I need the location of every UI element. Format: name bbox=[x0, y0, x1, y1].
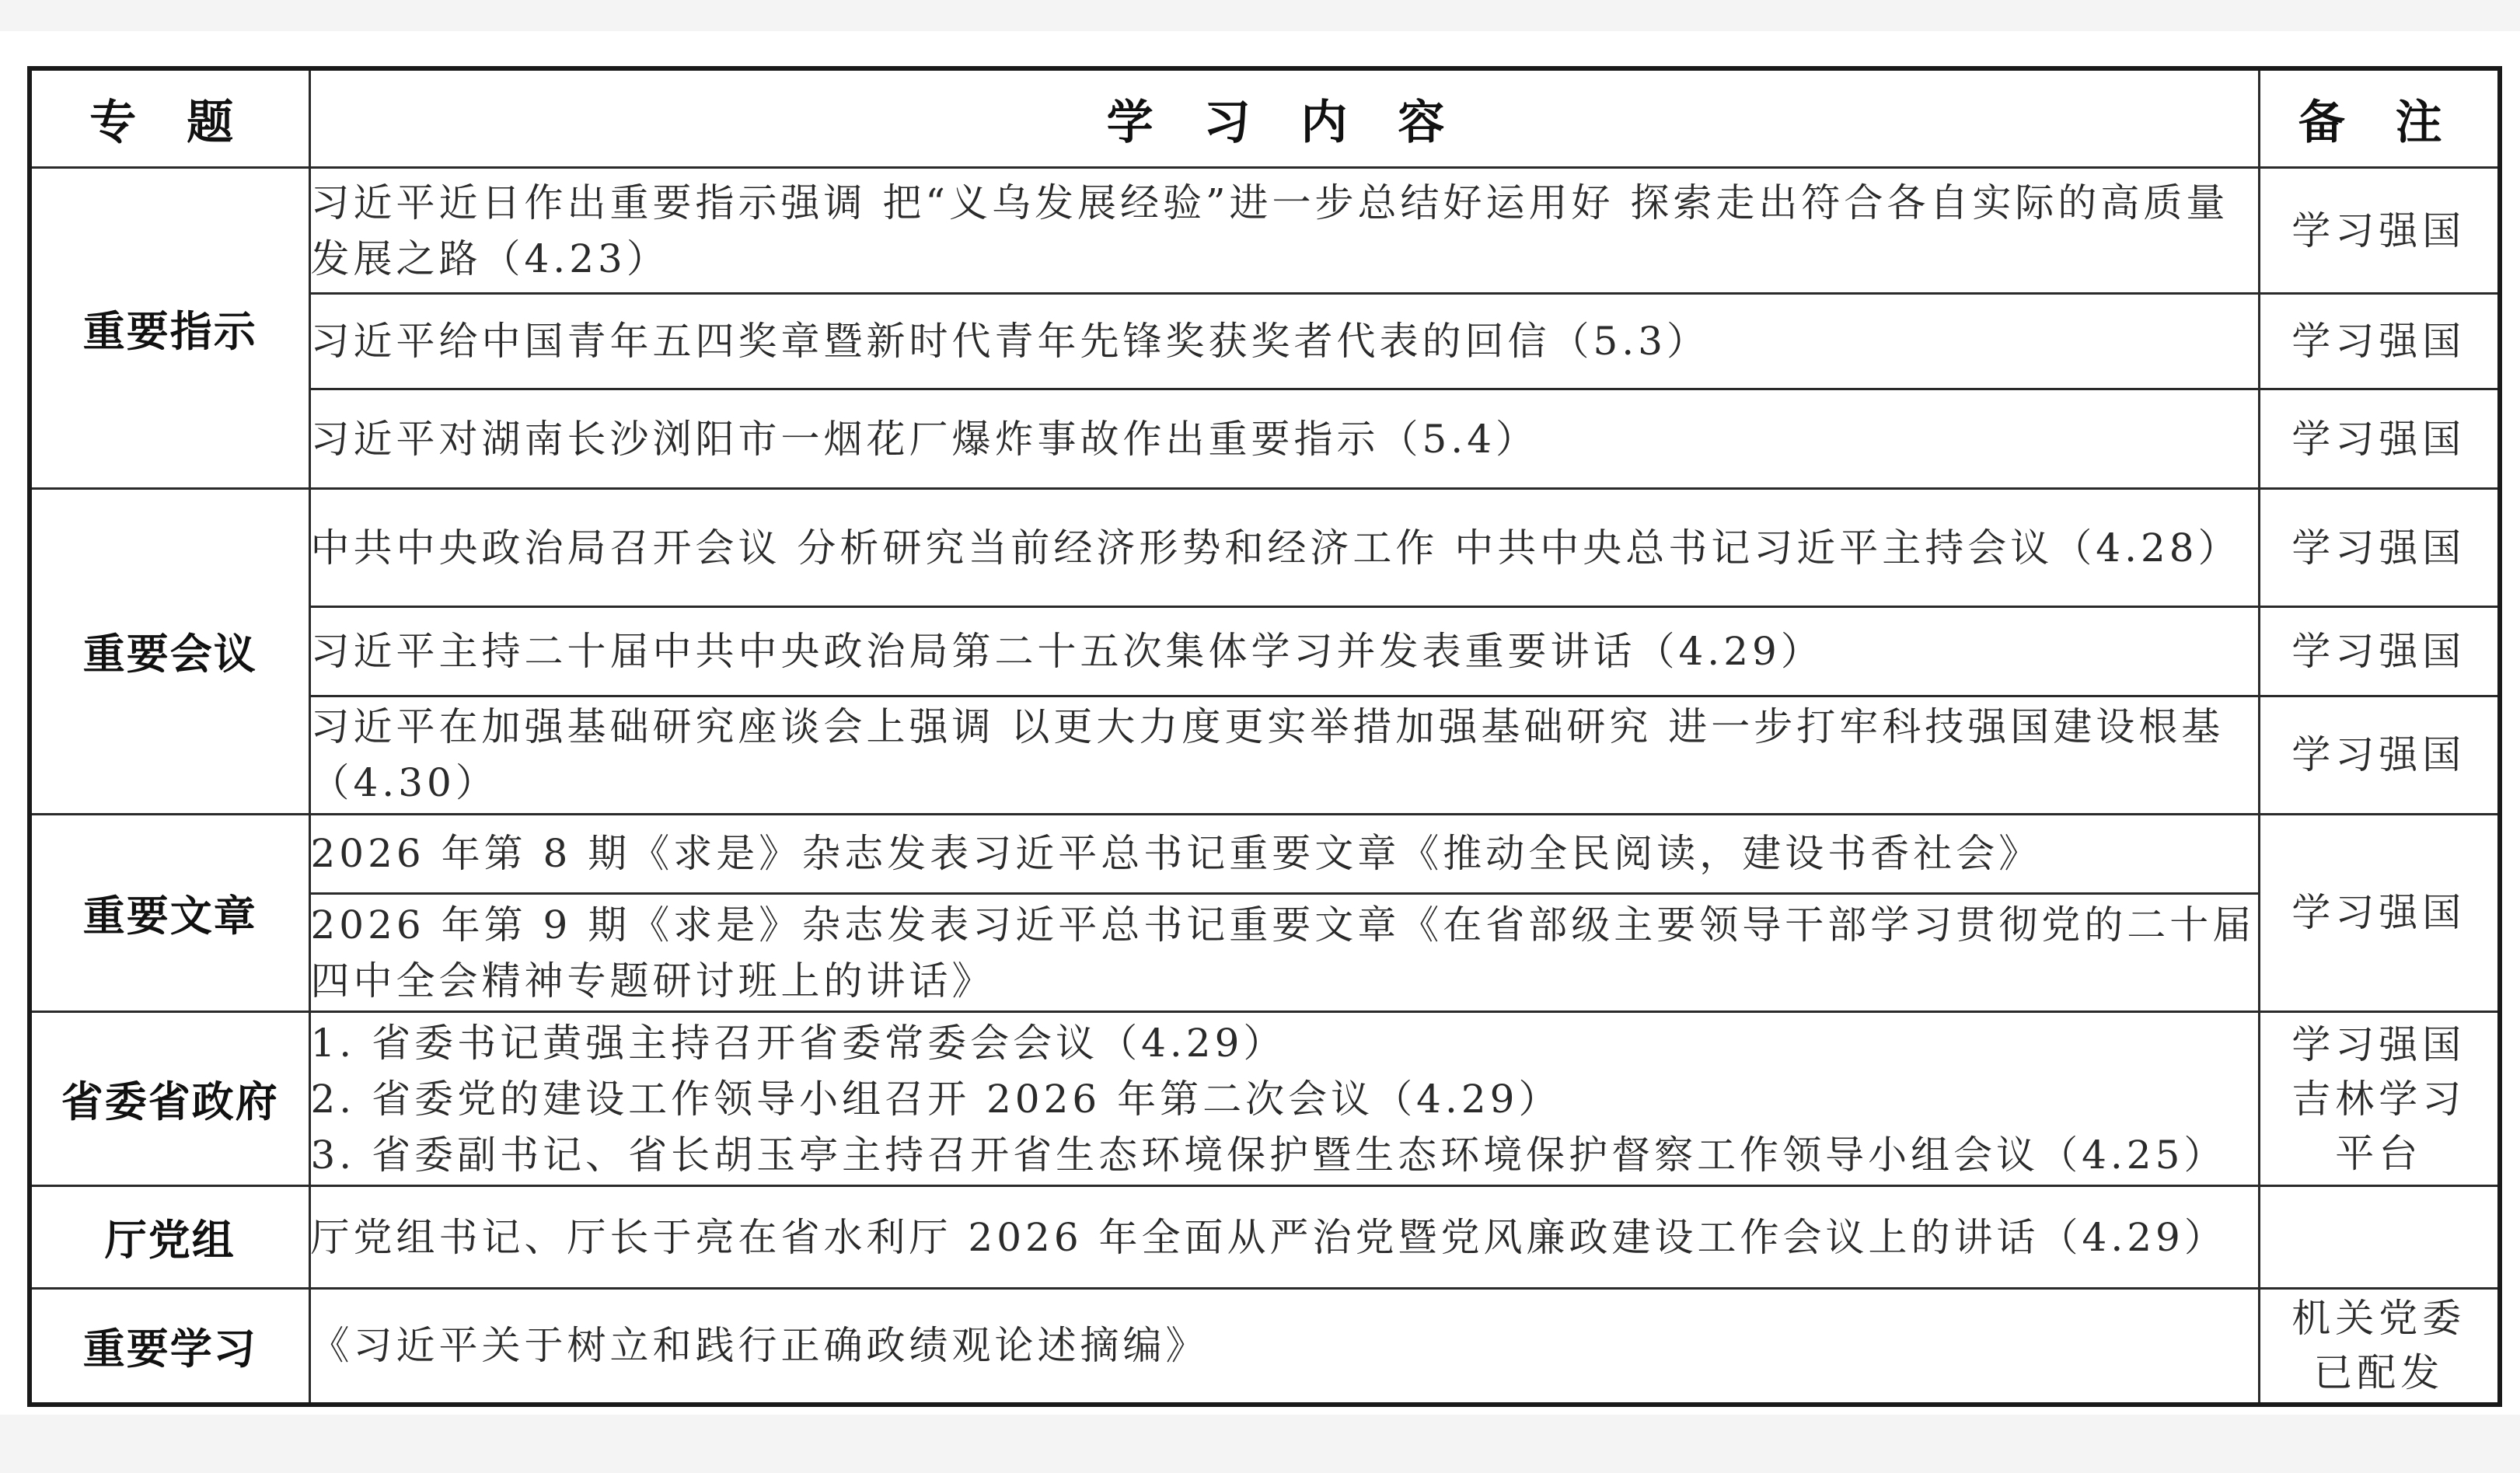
note-cell bbox=[2259, 1011, 2500, 1186]
topic-cell-articles: 重要文章 bbox=[30, 814, 309, 1011]
note-cell: 学习强国 bbox=[2259, 607, 2500, 696]
note-line: 吉林学习 bbox=[2291, 1076, 2466, 1122]
list-item: 1. 省委书记黄强主持召开省委常委会会议（4.29） bbox=[310, 1020, 1286, 1066]
note-line: 机关党委 bbox=[2291, 1296, 2466, 1342]
note-line: 平台 bbox=[2335, 1130, 2423, 1176]
note-line: 已配发 bbox=[2313, 1350, 2445, 1396]
table-row bbox=[30, 389, 2500, 489]
document-page bbox=[0, 31, 2520, 1415]
content-cell: 厅党组书记、厅长于亮在省水利厅 2026 年全面从严治党暨党风廉政建设工作会议上的讲话（4.29） bbox=[309, 1186, 2259, 1288]
note-cell: 学习强国 bbox=[2259, 294, 2500, 389]
content-cell: 习近平近日作出重要指示强调 把“义乌发展经验”进一步总结好运用好 探索走出符合各自实际的高质量发展之路（4.23） bbox=[309, 168, 2259, 294]
table-row bbox=[30, 1288, 2500, 1405]
header-topic: 专 题 bbox=[30, 68, 309, 168]
table-row bbox=[30, 489, 2500, 607]
note-cell: 学习强国 bbox=[2259, 389, 2500, 489]
content-cell: 2026 年第 9 期《求是》杂志发表习近平总书记重要文章《在省部级主要领导干部学习贯彻党的二十届四中全会精神专题研讨班上的讲话》 bbox=[309, 894, 2259, 1012]
content-cell bbox=[309, 1011, 2259, 1186]
table-row bbox=[30, 168, 2500, 294]
table-row bbox=[30, 1186, 2500, 1288]
list-item: 3. 省委副书记、省长胡玉亭主持召开省生态环境保护暨生态环境保护督察工作领导小组会议（4.25） bbox=[310, 1132, 2227, 1178]
study-content-table bbox=[27, 66, 2502, 1407]
topic-cell-instructions: 重要指示 bbox=[30, 168, 309, 489]
content-cell: 习近平给中国青年五四奖章暨新时代青年先锋奖获奖者代表的回信（5.3） bbox=[309, 294, 2259, 389]
topic-cell-party-group: 厅党组 bbox=[30, 1186, 309, 1288]
table-row bbox=[30, 607, 2500, 696]
note-cell bbox=[2259, 1288, 2500, 1405]
topic-cell-province: 省委省政府 bbox=[30, 1011, 309, 1186]
note-line: 学习强国 bbox=[2291, 1021, 2466, 1067]
table-row bbox=[30, 294, 2500, 389]
table-row bbox=[30, 814, 2500, 894]
list-item: 2. 省委党的建设工作领导小组召开 2026 年第二次会议（4.29） bbox=[310, 1076, 1562, 1122]
table-row bbox=[30, 1011, 2500, 1186]
note-cell: 学习强国 bbox=[2259, 814, 2500, 1011]
table-row bbox=[30, 696, 2500, 814]
header-content: 学 习 内 容 bbox=[309, 68, 2259, 168]
content-cell: 2026 年第 8 期《求是》杂志发表习近平总书记重要文章《推动全民阅读，建设书香社会》 bbox=[309, 814, 2259, 894]
topic-cell-meetings: 重要会议 bbox=[30, 489, 309, 814]
content-cell: 习近平主持二十届中共中央政治局第二十五次集体学习并发表重要讲话（4.29） bbox=[309, 607, 2259, 696]
note-cell bbox=[2259, 1186, 2500, 1288]
content-cell: 中共中央政治局召开会议 分析研究当前经济形势和经济工作 中共中央总书记习近平主持会议（4.28） bbox=[309, 489, 2259, 607]
note-cell: 学习强国 bbox=[2259, 696, 2500, 814]
content-cell: 习近平在加强基础研究座谈会上强调 以更大力度更实举措加强基础研究 进一步打牢科技强国建设根基（4.30） bbox=[309, 696, 2259, 814]
content-cell: 习近平对湖南长沙浏阳市一烟花厂爆炸事故作出重要指示（5.4） bbox=[309, 389, 2259, 489]
note-cell: 学习强国 bbox=[2259, 168, 2500, 294]
topic-cell-study: 重要学习 bbox=[30, 1288, 309, 1405]
content-cell: 《习近平关于树立和践行正确政绩观论述摘编》 bbox=[309, 1288, 2259, 1405]
header-note: 备 注 bbox=[2259, 68, 2500, 168]
table-row bbox=[30, 894, 2500, 1012]
table-header-row bbox=[30, 68, 2500, 168]
note-cell: 学习强国 bbox=[2259, 489, 2500, 607]
